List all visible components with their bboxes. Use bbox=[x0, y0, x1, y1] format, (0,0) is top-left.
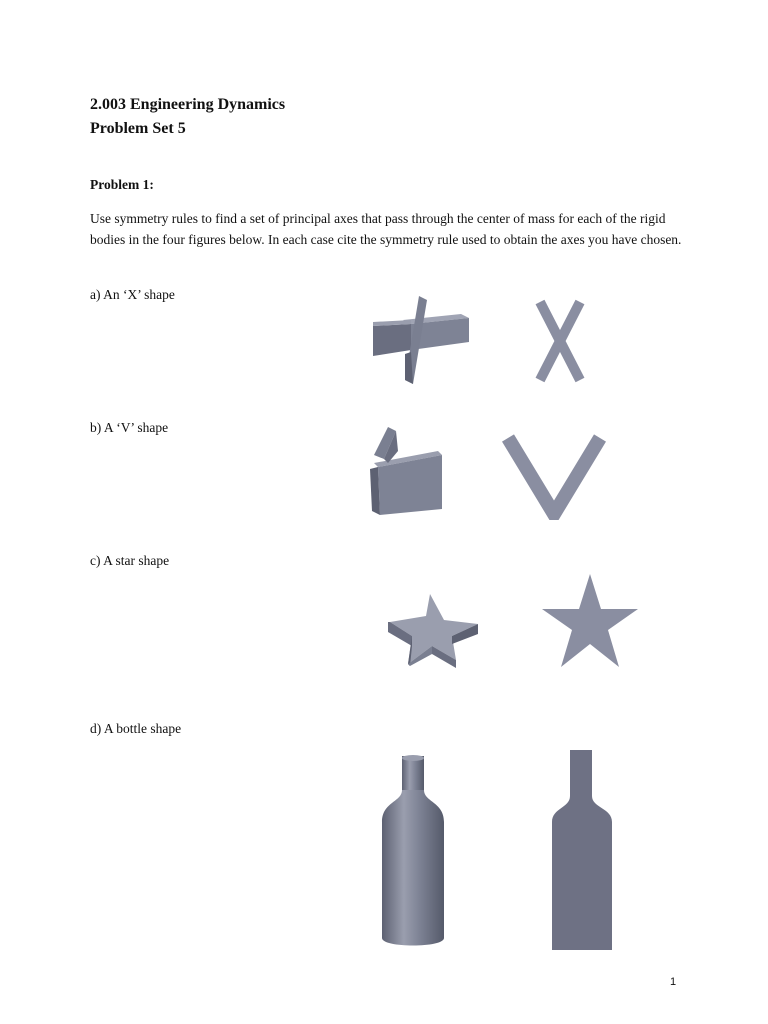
star-3d-figure bbox=[382, 580, 488, 670]
page-number: 1 bbox=[670, 976, 677, 988]
part-b-label: b) A ‘V’ shape bbox=[90, 420, 169, 435]
x-shape-3d-figure bbox=[365, 292, 475, 390]
part-a-label: a) An ‘X’ shape bbox=[90, 287, 175, 302]
bottle-3d-figure bbox=[378, 752, 448, 950]
v-shape-flat-figure bbox=[500, 432, 608, 520]
problem-heading: Problem 1: bbox=[90, 177, 154, 192]
v-shape-3d-figure bbox=[366, 425, 448, 517]
bottle-flat-figure bbox=[548, 748, 616, 954]
star-flat-figure bbox=[540, 572, 640, 670]
problem-set-title: Problem Set 5 bbox=[90, 120, 186, 137]
part-d-label: d) A bottle shape bbox=[90, 721, 182, 736]
problem-intro: Use symmetry rules to find a set of principal axes that pass through the center of mass for each of the rigid bodies in the four figures below. In each case cite the symmetry rule used to obtain the axes you have chosen. bbox=[90, 211, 682, 247]
x-shape-flat-figure bbox=[530, 298, 590, 384]
part-c-label: c) A star shape bbox=[90, 553, 170, 568]
course-title: 2.003 Engineering Dynamics bbox=[90, 96, 286, 113]
